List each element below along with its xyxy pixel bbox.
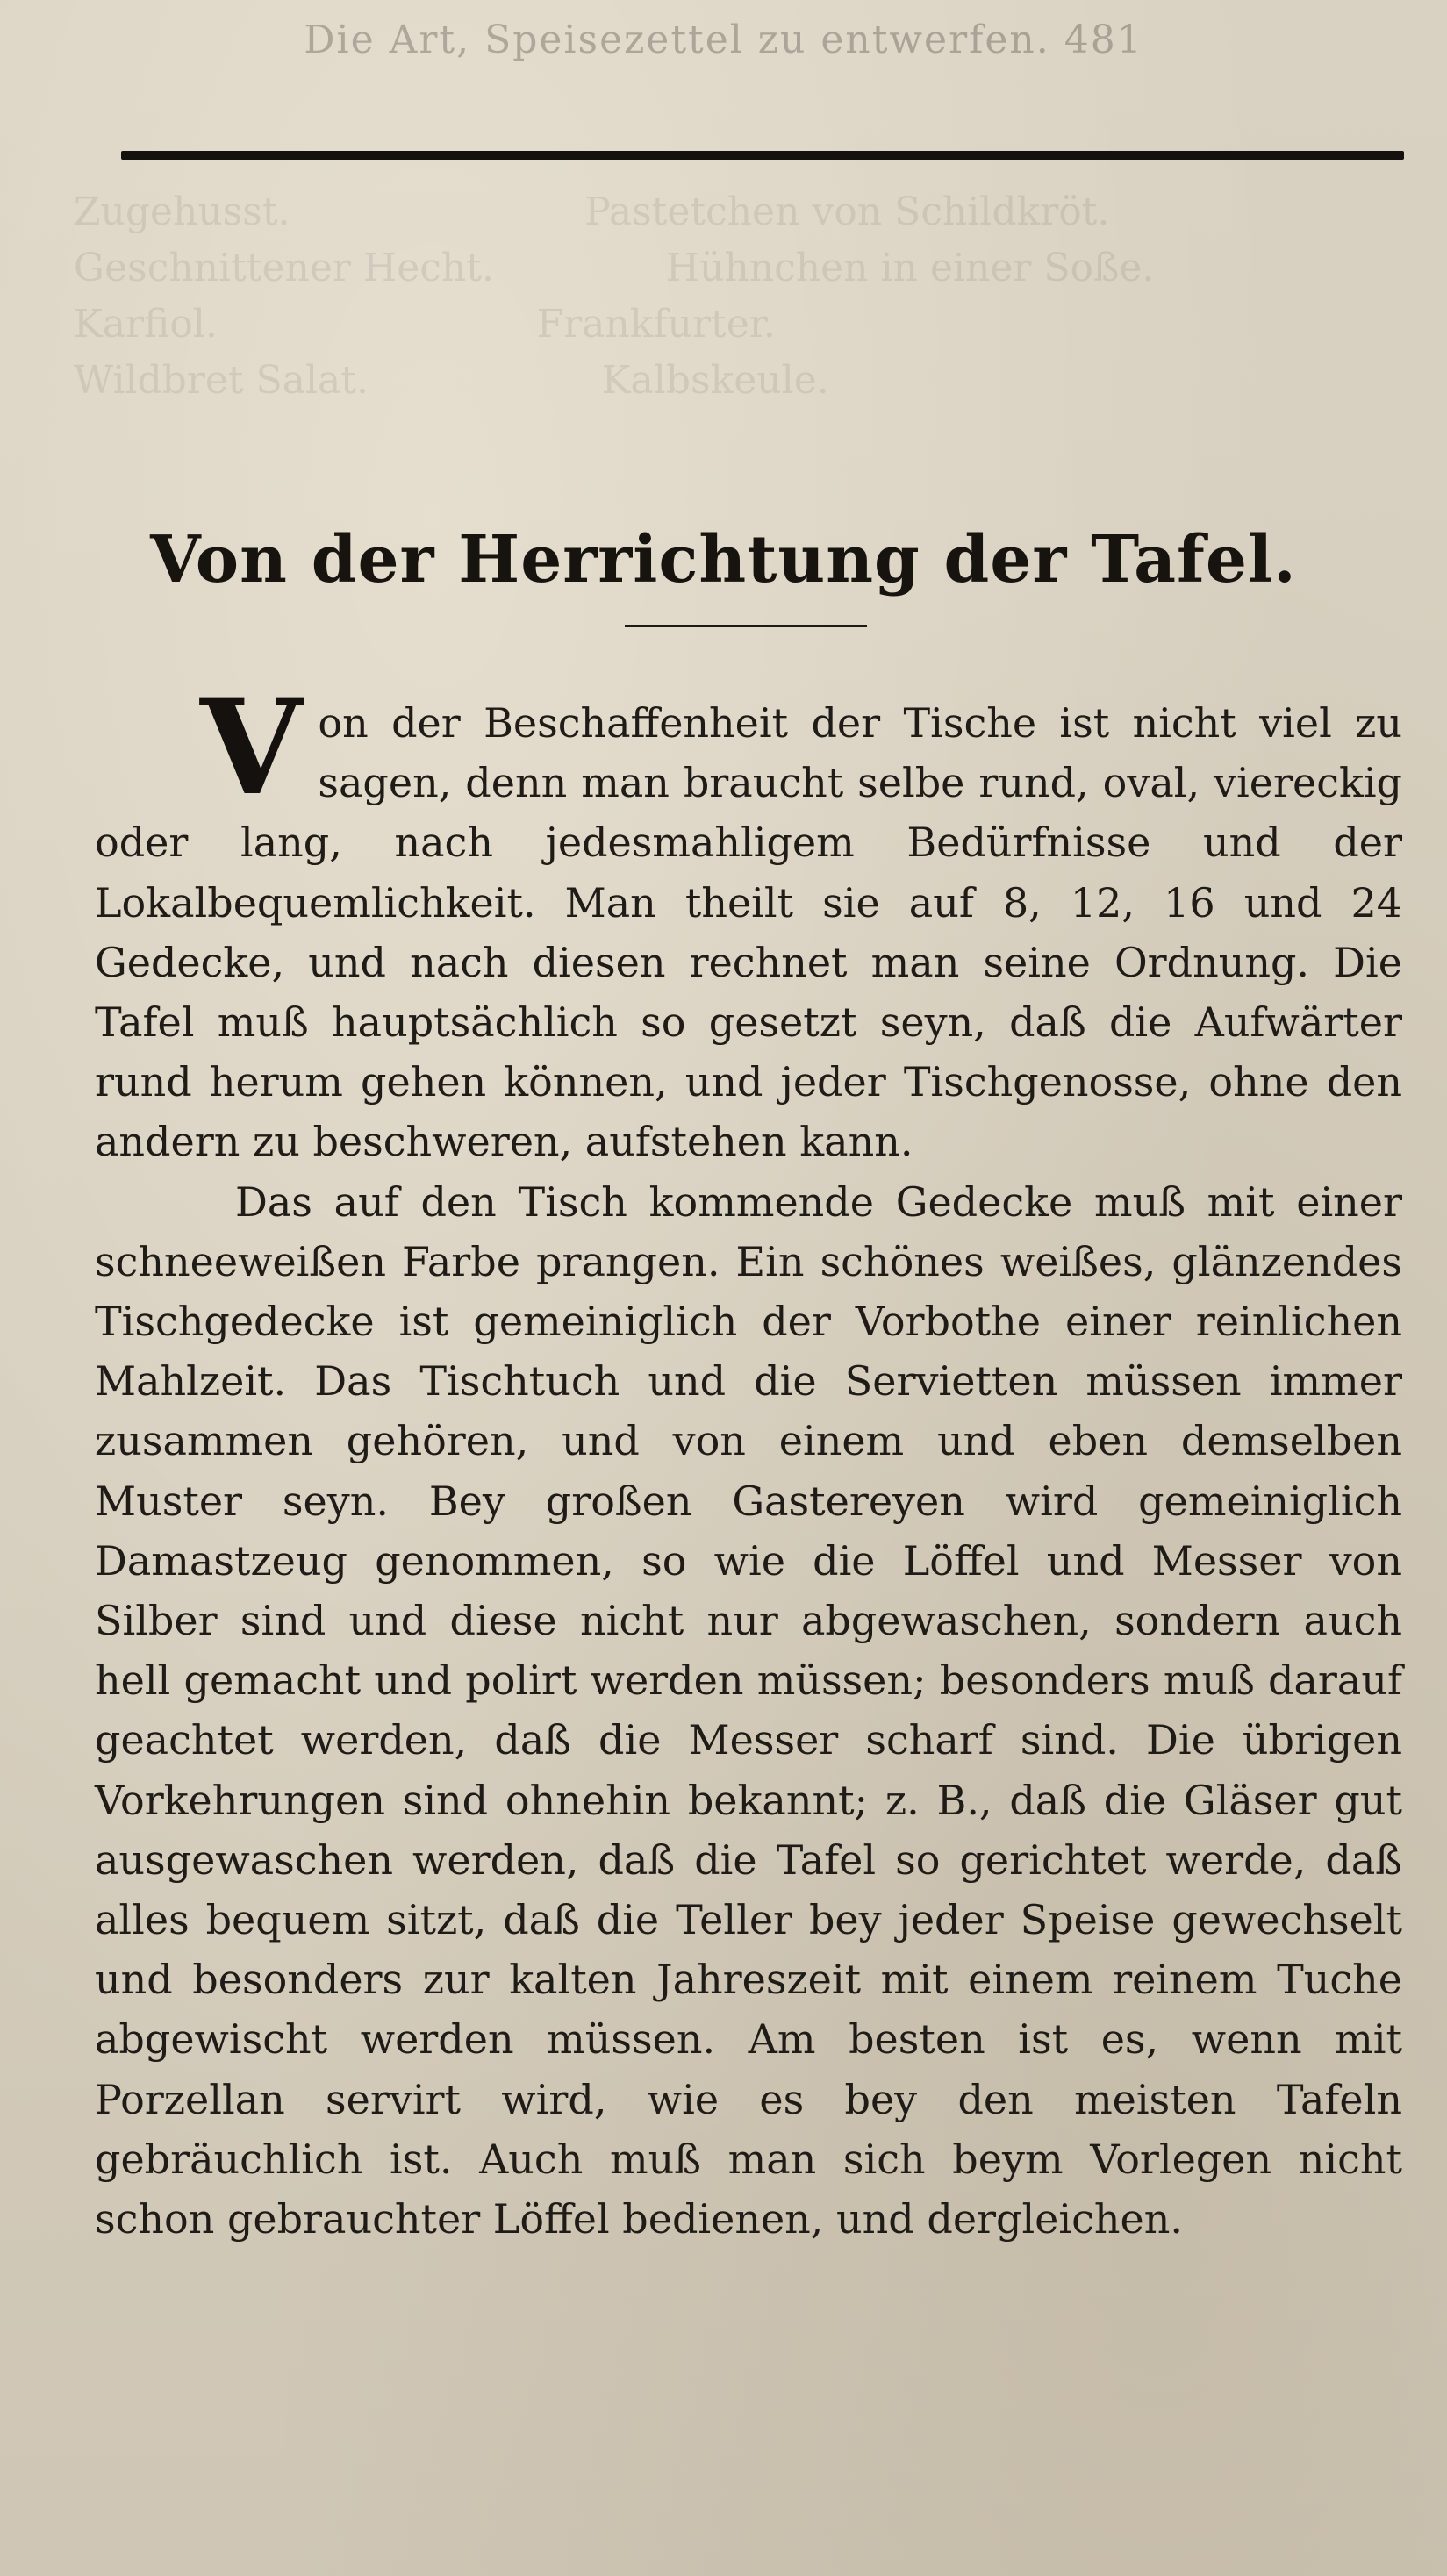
- paragraph-1-text: on der Beschaffenheit der Tische ist nicht viel zu sagen, denn man braucht selbe rund, oval, viereckig oder lang, nach jedesmahligem Bedürfnisse und der Lokalbequemlichkeit. Man theilt sie auf 8, 12, 16 und 24 Gedecke, und nach diesen rechnet man seine Ordnung. Die Tafel muß hauptsächlich so gesetzt seyn, daß die Aufwärter rund herum gehen können, und jeder Tischgenosse, ohne den andern zu beschweren, aufstehen kann.: [95, 699, 1402, 1166]
- title-divider: [625, 625, 867, 627]
- running-head: Die Art, Speisezettel zu entwerfen. 481: [304, 18, 1143, 62]
- chapter-title: Von der Herrichtung der Tafel.: [150, 521, 1297, 597]
- header-rule: [121, 151, 1404, 160]
- body-text: [95, 670, 1402, 2249]
- drop-cap: V: [200, 670, 303, 825]
- bleed-through-shadow: Zugehusst. Pastetchen von Schildkröt. Geschnittener Hecht. Hühnchen in einer Soße. Karfiol. Frankfurter. Wildbret Salat. Kalbskeule.: [73, 190, 1155, 403]
- paragraph-2: Das auf den Tisch kommende Gedecke muß mit einer schneeweißen Farbe prangen. Ein schönes weißes, glänzendes Tischgedecke ist gemeiniglich der Vorbothe einer reinlichen Mahlzeit. Das Tischtuch und die Servietten müssen immer zusammen gehören, und von einem und eben demselben Muster seyn. Bey großen Gastereyen wird gemeiniglich Damastzeug genommen, so wie die Löffel und Messer von Silber sind und diese nicht nur abgewaschen, sondern auch hell gemacht und polirt werden müssen; besonders muß darauf geachtet werden, daß die Messer scharf sind. Die übrigen Vorkehrungen sind ohnehin bekannt; z. B., daß die Gläser gut ausgewaschen werden, daß die Tafel so gerichtet werde, daß alles bequem sitzt, daß die Teller bey jeder Speise gewechselt und besonders zur kalten Jahreszeit mit einem reinem Tuche abgewischt werden müssen. Am besten ist es, wenn mit Porzellan servirt wird, wie es bey den meisten Tafeln gebräuchlich ist. Auch muß man sich beym Vorlegen nicht schon gebrauchter Löffel bedienen, und dergleichen.: [95, 1177, 1402, 2243]
- paragraph-1: [95, 670, 1402, 1172]
